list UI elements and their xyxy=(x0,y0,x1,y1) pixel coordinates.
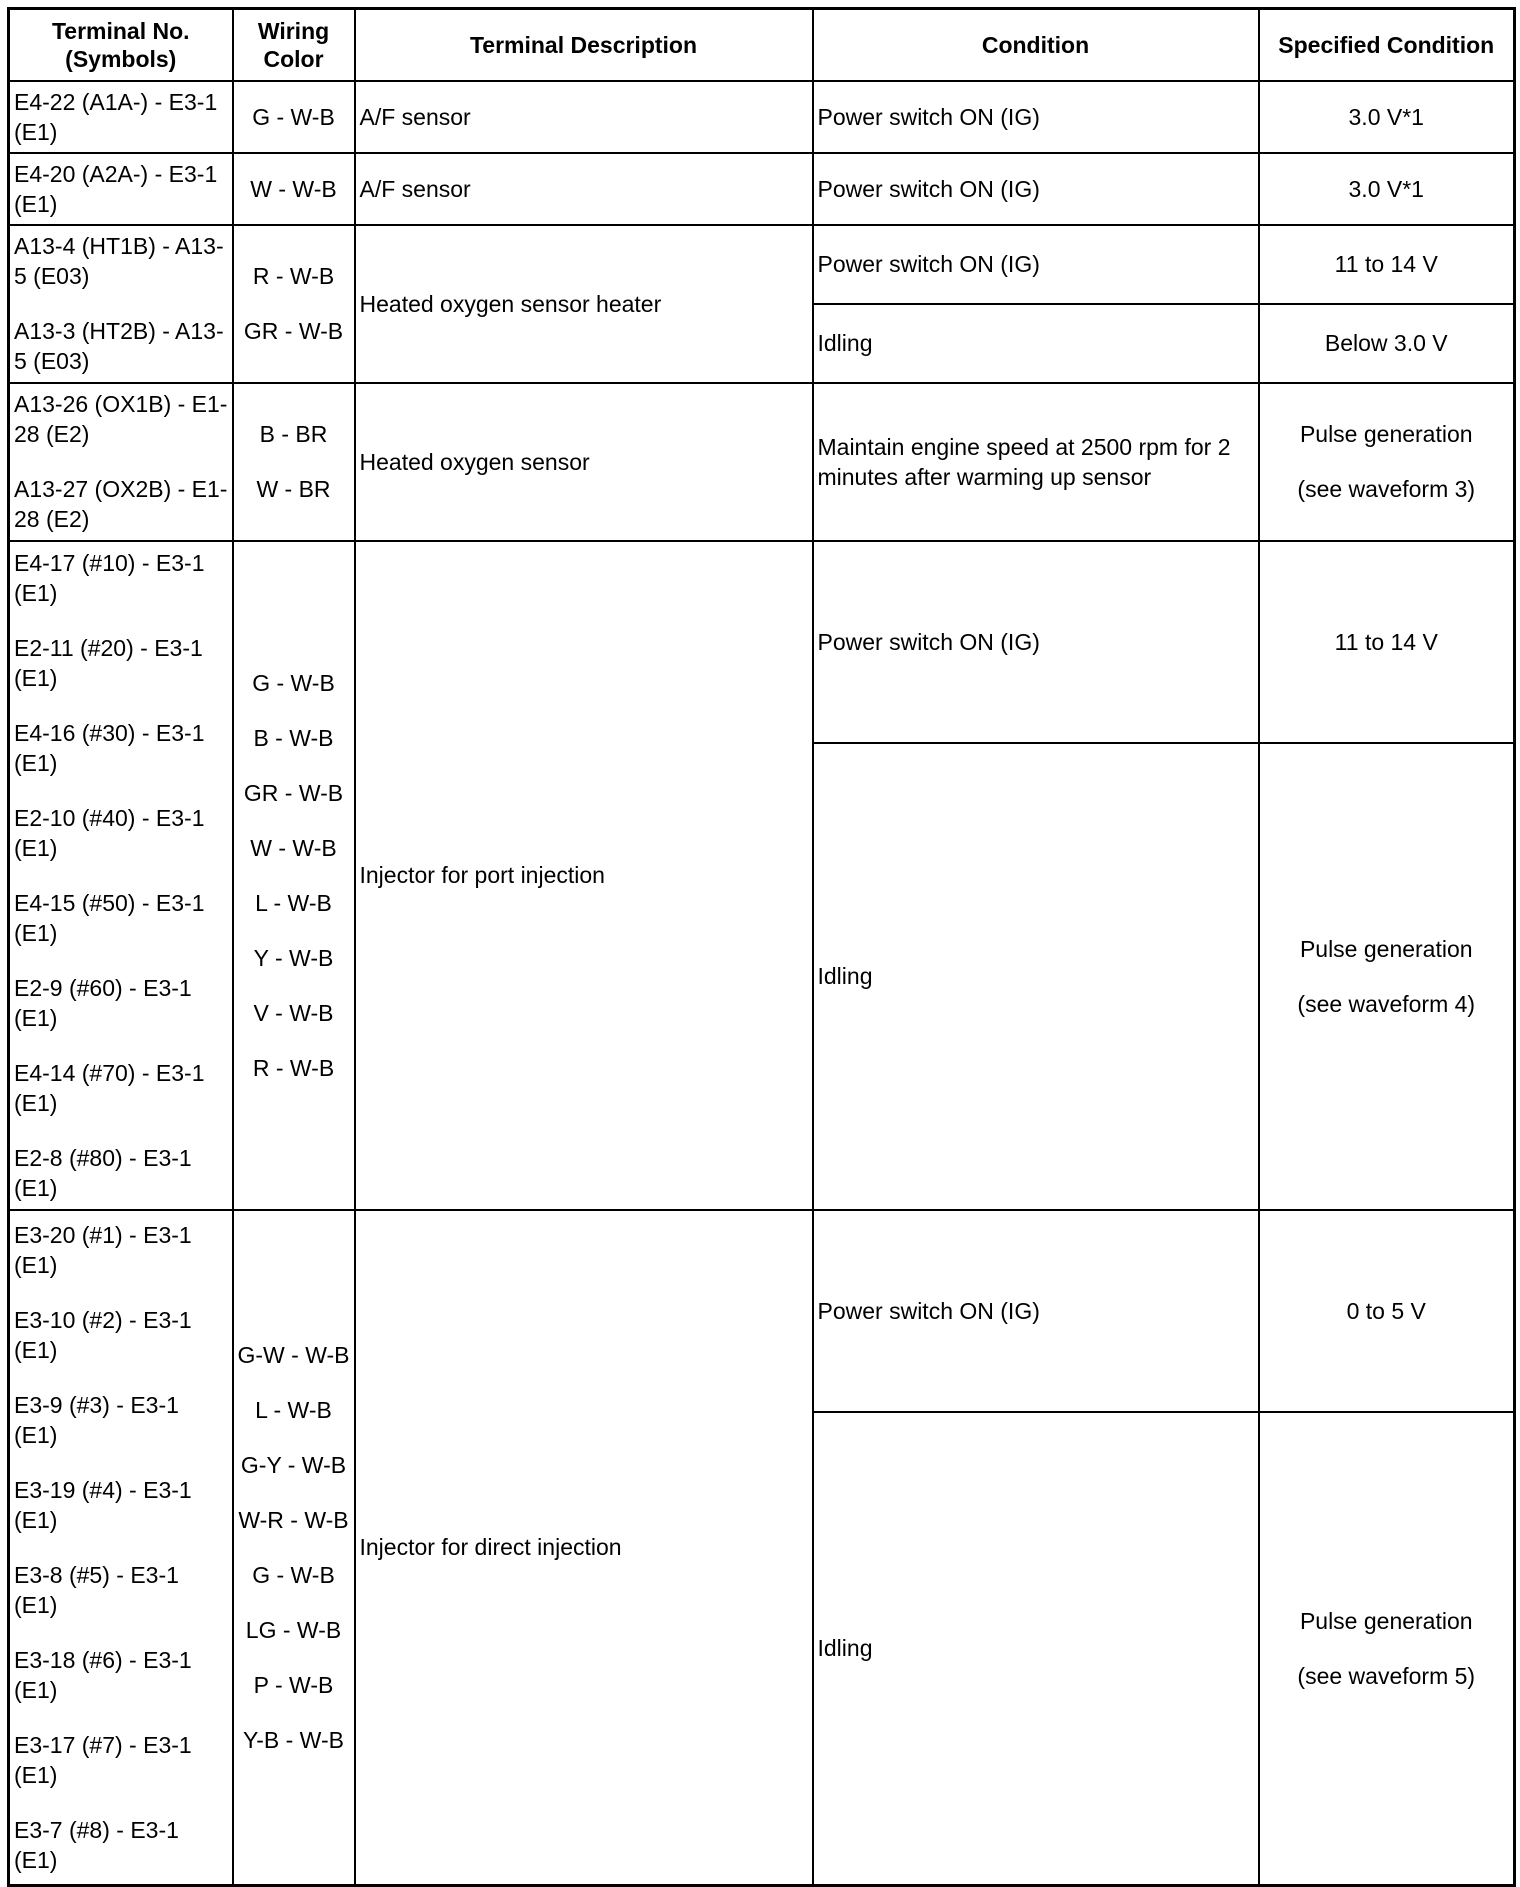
wiring-item: G-Y - W-B xyxy=(240,1451,347,1478)
condition-cell: Power switch ON (IG) xyxy=(813,153,1259,225)
condition-cell: Power switch ON (IG) xyxy=(813,541,1259,743)
condition-cell: Idling xyxy=(813,743,1259,1210)
specified-line: (see waveform 3) xyxy=(1297,476,1476,502)
description-cell: Injector for direct injection xyxy=(355,1210,813,1886)
terminal-item: E4-14 (#70) - E3-1 (E1) xyxy=(14,1059,205,1116)
condition-cell: Idling xyxy=(813,304,1259,383)
terminal-item: E3-8 (#5) - E3-1 (E1) xyxy=(14,1561,179,1618)
terminal-cell xyxy=(9,1210,233,1886)
terminal-item: E4-17 (#10) - E3-1 (E1) xyxy=(14,549,205,606)
specified-cell xyxy=(1259,383,1515,541)
specified-line: Pulse generation xyxy=(1299,935,1473,962)
specified-cell: 0 to 5 V xyxy=(1259,1210,1515,1412)
specified-line: (see waveform 4) xyxy=(1297,990,1476,1017)
terminal-item: E3-17 (#7) - E3-1 (E1) xyxy=(14,1731,192,1788)
wiring-item: B - BR xyxy=(259,421,328,447)
wiring-item: Y-B - W-B xyxy=(243,1726,344,1753)
terminal-item: A13-3 (HT2B) - A13-5 (E03) xyxy=(14,318,224,374)
specified-line: Pulse generation xyxy=(1299,421,1473,447)
wiring-cell xyxy=(233,383,355,541)
specified-cell xyxy=(1259,743,1515,1210)
terminal-spec-table xyxy=(7,7,1516,1887)
wiring-item: P - W-B xyxy=(253,1671,334,1698)
terminal-cell xyxy=(9,383,233,541)
wiring-item: W - BR xyxy=(256,476,331,502)
header-description: Terminal Description xyxy=(355,9,813,81)
terminal-item: E3-19 (#4) - E3-1 (E1) xyxy=(14,1476,192,1533)
header-condition: Condition xyxy=(813,9,1259,81)
wiring-item: LG - W-B xyxy=(245,1616,342,1643)
table-row xyxy=(9,383,1515,541)
wiring-cell xyxy=(233,1210,355,1886)
table-row xyxy=(9,81,1515,153)
specified-cell: Below 3.0 V xyxy=(1259,304,1515,383)
terminal-item: E4-16 (#30) - E3-1 (E1) xyxy=(14,719,205,776)
condition-cell: Power switch ON (IG) xyxy=(813,225,1259,304)
terminal-item: E2-10 (#40) - E3-1 (E1) xyxy=(14,804,205,861)
wiring-cell: W - W-B xyxy=(233,153,355,225)
terminal-cell xyxy=(9,541,233,1210)
table-row xyxy=(9,541,1515,743)
description-cell: Injector for port injection xyxy=(355,541,813,1210)
description-cell: A/F sensor xyxy=(355,153,813,225)
terminal-item: E3-7 (#8) - E3-1 (E1) xyxy=(14,1816,179,1873)
specified-cell: 3.0 V*1 xyxy=(1259,81,1515,153)
wiring-item: GR - W-B xyxy=(243,779,344,806)
wiring-item: R - W-B xyxy=(252,263,335,289)
description-cell: Heated oxygen sensor xyxy=(355,383,813,541)
table-row xyxy=(9,225,1515,304)
description-cell: A/F sensor xyxy=(355,81,813,153)
specified-line: Pulse generation xyxy=(1299,1607,1473,1634)
description-cell: Heated oxygen sensor heater xyxy=(355,225,813,383)
table-row xyxy=(9,153,1515,225)
condition-cell: Idling xyxy=(813,1412,1259,1886)
terminal-item: E3-18 (#6) - E3-1 (E1) xyxy=(14,1646,192,1703)
wiring-item: G - W-B xyxy=(252,1561,335,1588)
table-row xyxy=(9,1210,1515,1412)
wiring-item: G-W - W-B xyxy=(237,1341,350,1368)
terminal-item: E2-9 (#60) - E3-1 (E1) xyxy=(14,974,192,1031)
terminal-cell: E4-22 (A1A-) - E3-1 (E1) xyxy=(9,81,233,153)
wiring-item: B - W-B xyxy=(253,724,334,751)
specified-cell: 3.0 V*1 xyxy=(1259,153,1515,225)
wiring-item: Y - W-B xyxy=(253,944,334,971)
condition-cell: Power switch ON (IG) xyxy=(813,1210,1259,1412)
wiring-item: GR - W-B xyxy=(243,318,344,344)
wiring-item: L - W-B xyxy=(255,1396,332,1423)
specified-cell xyxy=(1259,1412,1515,1886)
terminal-item: E2-11 (#20) - E3-1 (E1) xyxy=(14,634,203,691)
terminal-cell xyxy=(9,225,233,383)
wiring-cell: G - W-B xyxy=(233,81,355,153)
condition-cell: Power switch ON (IG) xyxy=(813,81,1259,153)
specified-line: (see waveform 5) xyxy=(1297,1662,1476,1689)
header-row xyxy=(9,9,1515,81)
terminal-item: E4-15 (#50) - E3-1 (E1) xyxy=(14,889,205,946)
condition-cell: Maintain engine speed at 2500 rpm for 2 minutes after warming up sensor xyxy=(813,383,1259,541)
wiring-item: V - W-B xyxy=(253,999,334,1026)
header-specified: Specified Condition xyxy=(1259,9,1515,81)
wiring-item: W-R - W-B xyxy=(238,1506,349,1533)
terminal-item: E2-8 (#80) - E3-1 (E1) xyxy=(14,1144,192,1201)
wiring-cell xyxy=(233,541,355,1210)
wiring-item: R - W-B xyxy=(252,1054,335,1081)
wiring-item: L - W-B xyxy=(255,889,332,916)
wiring-item: W - W-B xyxy=(250,834,337,861)
header-terminal: Terminal No. (Symbols) xyxy=(9,9,233,81)
terminal-cell: E4-20 (A2A-) - E3-1 (E1) xyxy=(9,153,233,225)
terminal-item: A13-4 (HT1B) - A13-5 (E03) xyxy=(14,233,224,289)
terminal-item: E3-9 (#3) - E3-1 (E1) xyxy=(14,1391,179,1448)
terminal-item: E3-10 (#2) - E3-1 (E1) xyxy=(14,1306,192,1363)
specified-cell: 11 to 14 V xyxy=(1259,541,1515,743)
wiring-cell xyxy=(233,225,355,383)
specified-cell: 11 to 14 V xyxy=(1259,225,1515,304)
terminal-item: A13-27 (OX2B) - E1-28 (E2) xyxy=(14,476,228,532)
terminal-item: A13-26 (OX1B) - E1-28 (E2) xyxy=(14,391,228,447)
terminal-item: E3-20 (#1) - E3-1 (E1) xyxy=(14,1221,192,1278)
wiring-item: G - W-B xyxy=(252,669,335,696)
header-wiring: Wiring Color xyxy=(233,9,355,81)
